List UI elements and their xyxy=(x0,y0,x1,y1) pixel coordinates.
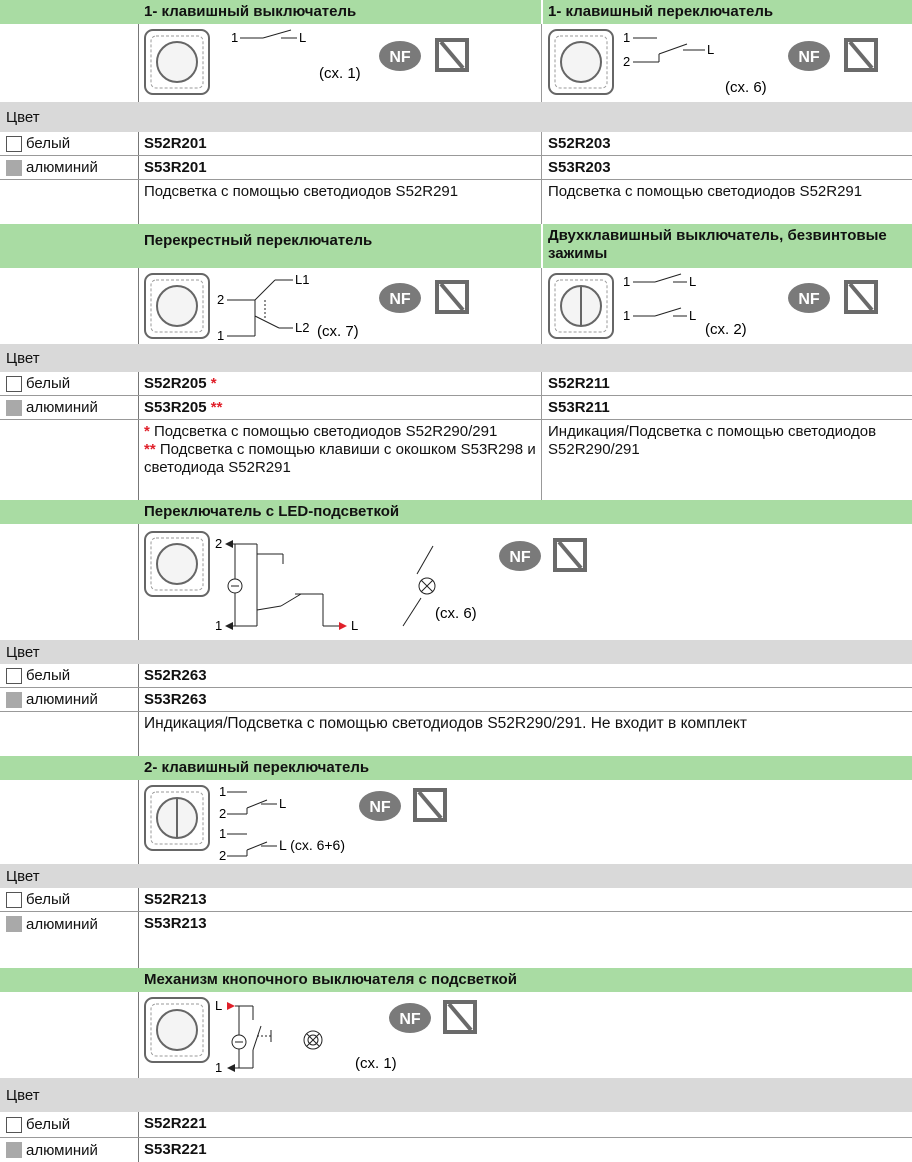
switch-module-icon xyxy=(145,30,209,94)
nf-badge xyxy=(788,41,830,71)
article-code: S52R205 * xyxy=(144,375,217,392)
diagram-row-2 xyxy=(0,268,912,344)
svg-text:L: L xyxy=(707,42,715,57)
svg-text:(сх. 1): (сх. 1) xyxy=(319,65,361,82)
aluminium-swatch xyxy=(6,160,22,176)
certification-mark-icon xyxy=(415,790,445,820)
lamp-icon xyxy=(304,1031,322,1049)
white-variant-row xyxy=(0,132,912,156)
svg-text:L: L xyxy=(689,308,697,323)
nf-badge xyxy=(389,1003,431,1033)
svg-text:1: 1 xyxy=(623,308,631,323)
svg-text:NF: NF xyxy=(389,49,411,66)
svg-text:L2: L2 xyxy=(295,320,310,335)
switch-module-icon xyxy=(549,30,613,94)
article-code: S53R201 xyxy=(144,159,207,176)
diagram-row-5 xyxy=(0,992,912,1078)
svg-text:(сх. 2): (сх. 2) xyxy=(705,321,747,338)
color-label: Цвет xyxy=(6,349,40,367)
white-variant-row xyxy=(0,372,912,396)
white-swatch xyxy=(6,668,22,684)
white-variant-row xyxy=(0,888,912,912)
product-title: 1- клавишный выключатель xyxy=(144,3,357,20)
lamp-icon xyxy=(403,546,435,626)
svg-text:(сх. 1): (сх. 1) xyxy=(355,1055,397,1072)
article-code: S52R263 xyxy=(144,667,207,684)
color-row xyxy=(0,1078,912,1112)
svg-text:2: 2 xyxy=(623,54,631,69)
product-title: 2- клавишный переключатель xyxy=(144,759,370,776)
svg-text:L: L xyxy=(351,618,359,633)
note-row xyxy=(0,712,912,756)
diagram-row-3 xyxy=(0,524,912,640)
svg-text:NF: NF xyxy=(399,1011,421,1028)
white-label: белый xyxy=(6,132,70,155)
svg-text:1: 1 xyxy=(219,826,227,841)
aluminium-swatch xyxy=(6,692,22,708)
white-swatch xyxy=(6,892,22,908)
aluminium-swatch xyxy=(6,916,22,932)
switch-diagram xyxy=(143,784,643,862)
aluminium-swatch xyxy=(6,1142,22,1158)
svg-text:L: L xyxy=(279,796,287,811)
aluminium-label: алюминий xyxy=(6,156,98,179)
svg-text:NF: NF xyxy=(389,291,411,308)
svg-text:L: L xyxy=(689,274,697,289)
svg-text:1: 1 xyxy=(219,784,227,799)
aluminium-label: алюминий xyxy=(6,1138,98,1162)
article-code: S52R201 xyxy=(144,135,207,152)
svg-text:(сх. 6): (сх. 6) xyxy=(435,605,477,622)
svg-text:1: 1 xyxy=(215,618,223,633)
white-swatch xyxy=(6,136,22,152)
article-code: S52R213 xyxy=(144,891,207,908)
header-row-5 xyxy=(0,968,912,992)
note-text: Подсветка с помощью светодиодов S52R291 xyxy=(548,183,863,200)
switch-module-icon xyxy=(145,274,209,338)
article-code: S53R221 xyxy=(144,1141,207,1158)
svg-text:1: 1 xyxy=(623,274,631,289)
svg-text:L: L xyxy=(215,998,223,1013)
svg-text:1: 1 xyxy=(215,1060,223,1075)
white-swatch xyxy=(6,1117,22,1133)
color-row xyxy=(0,102,912,132)
nf-badge xyxy=(379,41,421,71)
svg-text:NF: NF xyxy=(369,799,391,816)
article-code: S53R213 xyxy=(144,915,207,932)
color-label: Цвет xyxy=(6,1086,40,1104)
white-label: белый xyxy=(6,888,70,911)
aluminium-label: алюминий xyxy=(6,912,98,936)
note-text: * Подсветка с помощью светодиодов S52R290/291 ** Подсветка с помощью клавиши с окошком S53R298 и светодиода S52R291 xyxy=(144,423,536,476)
certification-mark-icon xyxy=(445,1002,475,1032)
alu-variant-row xyxy=(0,396,912,420)
article-code: S53R263 xyxy=(144,691,207,708)
color-row xyxy=(0,344,912,372)
aluminium-label: алюминий xyxy=(6,688,98,711)
svg-text:NF: NF xyxy=(509,549,531,566)
article-code: S53R211 xyxy=(548,399,610,416)
white-swatch xyxy=(6,376,22,392)
certification-mark-icon xyxy=(846,282,876,312)
certification-mark-icon xyxy=(846,40,876,70)
diagram-row-1 xyxy=(0,24,912,102)
svg-text:L (сх. 6+6): L (сх. 6+6) xyxy=(279,837,346,853)
double-switch-module-icon xyxy=(549,274,613,338)
switch-module-icon xyxy=(145,998,209,1062)
nf-badge xyxy=(499,541,541,571)
color-row xyxy=(0,640,912,664)
switch-diagram xyxy=(143,28,533,98)
alu-variant-row xyxy=(0,912,912,968)
header-row-2 xyxy=(0,224,912,268)
nf-badge xyxy=(359,791,401,821)
note-text: Подсветка с помощью светодиодов S52R291 xyxy=(144,183,459,200)
certification-mark-icon xyxy=(437,282,467,312)
terminal-label: 1 xyxy=(231,30,239,45)
svg-text:NF: NF xyxy=(798,49,820,66)
article-code: S52R211 xyxy=(548,375,610,392)
note-text: Индикация/Подсветка с помощью светодиодов S52R290/291. Не входит в комплект xyxy=(144,715,747,732)
product-title: Переключатель с LED-подсветкой xyxy=(144,503,400,520)
product-title: Механизм кнопочного выключателя с подсветкой xyxy=(144,971,517,988)
switch-diagram xyxy=(547,28,907,98)
article-code: S53R203 xyxy=(548,159,611,176)
switch-diagram xyxy=(143,996,643,1076)
white-variant-row xyxy=(0,1112,912,1138)
product-title: Перекрестный переключатель xyxy=(144,232,373,249)
switch-diagram xyxy=(547,272,907,342)
svg-text:L: L xyxy=(299,30,307,45)
svg-text:(сх. 6): (сх. 6) xyxy=(725,79,767,96)
svg-text:(сх. 7): (сх. 7) xyxy=(317,323,359,340)
color-row xyxy=(0,864,912,888)
note-row xyxy=(0,420,912,500)
diagram-row-4 xyxy=(0,780,912,864)
article-code: S52R221 xyxy=(144,1115,207,1132)
product-title: Двухклавишный выключатель, безвинтовые зажимы xyxy=(548,227,887,262)
header-row-1 xyxy=(0,0,912,24)
article-code: S53R205 ** xyxy=(144,399,223,416)
color-label: Цвет xyxy=(6,867,40,885)
white-label: белый xyxy=(6,372,70,395)
note-row xyxy=(0,180,912,224)
certification-mark-icon xyxy=(437,40,467,70)
switch-diagram xyxy=(143,530,643,636)
aluminium-swatch xyxy=(6,400,22,416)
alu-variant-row xyxy=(0,688,912,712)
header-row-4 xyxy=(0,756,912,780)
certification-mark-icon xyxy=(555,540,585,570)
switch-module-icon xyxy=(145,532,209,596)
double-switch-module-icon xyxy=(145,786,209,850)
svg-text:2: 2 xyxy=(215,536,223,551)
white-label: белый xyxy=(6,1112,70,1137)
aluminium-label: алюминий xyxy=(6,396,98,419)
svg-text:1: 1 xyxy=(623,30,631,45)
article-code: S52R203 xyxy=(548,135,611,152)
svg-text:2: 2 xyxy=(219,806,227,821)
white-label: белый xyxy=(6,664,70,687)
svg-text:NF: NF xyxy=(798,291,820,308)
nf-badge xyxy=(379,283,421,313)
product-title: 1- клавишный переключатель xyxy=(548,3,774,20)
color-label: Цвет xyxy=(6,643,40,661)
svg-text:2: 2 xyxy=(217,292,225,307)
white-variant-row xyxy=(0,664,912,688)
svg-text:L1: L1 xyxy=(295,272,310,287)
color-label: Цвет xyxy=(6,108,40,126)
alu-variant-row xyxy=(0,1138,912,1162)
svg-text:1: 1 xyxy=(217,328,225,342)
svg-text:2: 2 xyxy=(219,848,227,862)
alu-variant-row xyxy=(0,156,912,180)
switch-diagram xyxy=(143,272,533,342)
header-row-3 xyxy=(0,500,912,524)
note-text: Индикация/Подсветка с помощью светодиодов S52R290/291 xyxy=(548,423,877,458)
nf-badge xyxy=(788,283,830,313)
